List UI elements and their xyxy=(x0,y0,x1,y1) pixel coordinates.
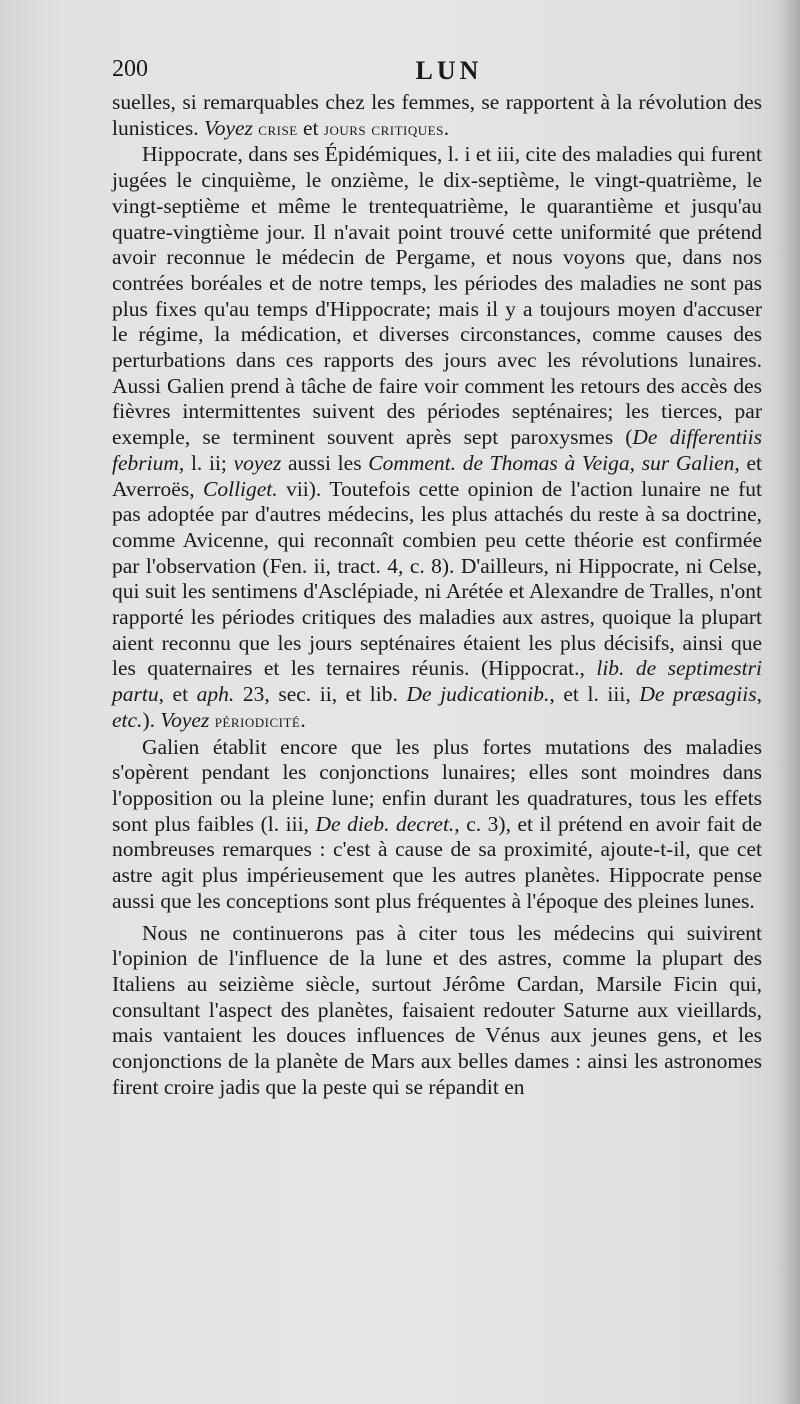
text-run: Hippocrate, dans ses Épidémiques, l. i et iii, cite des maladies qui furent jugées le cinquième, le onzième, le dix-septième, le vingt-quatrième, le vingt-septième et même le trentequatrième, le quarantième et jusqu'au quatre-vingtième jour. Il n'avait point trouvé cette uniformité que prétend avoir reconnue le médecin de Pergame, et nous voyons que, dans nos contrées boréales et de notre temps, les périodes des maladies ne sont pas plus fixes qu'au temps d'Hippocrate; mais il y a toujours moyen d'accuser le régime, la médication, et diverses circonstances, comme causes des perturbations dans ces rapports des jours avec les révolutions lunaires. Aussi Galien prend à tâche de faire voir comment les retours des accès des fièvres intermittentes suivent des périodes septénaires; les tierces, par exemple, se terminent souvent après sept paroxysmes ( xyxy=(112,142,762,450)
italic-text: etc. xyxy=(112,707,143,732)
text-run: , et xyxy=(158,682,197,707)
smallcaps-text: crise xyxy=(258,118,298,140)
paragraph xyxy=(112,90,762,142)
italic-text: Comment. de Thomas à Veiga, sur Galien xyxy=(368,450,735,475)
text-run: 23, sec. ii, et lib. xyxy=(234,682,407,707)
running-head: LUN xyxy=(415,56,483,85)
italic-text: De dieb. decret. xyxy=(315,811,455,836)
text-run: , et Averroës, xyxy=(112,450,762,501)
paragraph xyxy=(112,921,762,1101)
text-run: , et l. iii, xyxy=(549,682,640,707)
page-edge-shadow xyxy=(776,0,800,1404)
text-run: ). xyxy=(142,707,161,732)
italic-text: Voyez xyxy=(203,115,253,140)
text-run: Galien établit encore que les plus fortes mutations des maladies s'opèrent pendant les conjonctions lunaires; elles sont moindres dans l'opposition ou la pleine lune; enfin durant les quadratures, tous les effets sont plus faibles (l. iii, xyxy=(112,734,762,836)
body-text xyxy=(112,90,762,1100)
italic-text: Voyez xyxy=(160,707,210,732)
page-number: 200 xyxy=(112,56,148,82)
paragraph xyxy=(112,735,762,915)
text-run: aussi les xyxy=(281,450,369,475)
italic-text: voyez xyxy=(233,450,282,475)
italic-text: De judicationib. xyxy=(406,682,550,707)
smallcaps-text: jours critiques xyxy=(323,118,444,140)
text-run: , c. 3), et il prétend en avoir fait de nombreuses remarques : c'est à cause de sa proximité, ajoute-t-il, que cet astre agit plus impérieusement que les autres planètes. Hippocrate pense aussi que les conceptions sont plus fréquentes à l'époque des pleines lunes. xyxy=(112,811,763,913)
text-run: Nous ne continuerons pas à citer tous les médecins qui suivirent l'opinion de l'influence de la lune et des astres, comme la plupart des Italiens au seizième siècle, surtout Jérôme Cardan, Marsile Ficin qui, consultant l'aspect des planètes, faisaient redouter Saturne aux vieillards, mais vantaient les douces influences de Vénus aux jeunes gens, et les conjonctions de la planète de Mars aux belles dames : ainsi les astronomes firent croire jadis que la peste qui se répandit en xyxy=(112,920,762,1099)
smallcaps-text: périodicité xyxy=(214,710,301,732)
text-run: , l. ii; xyxy=(178,450,234,475)
italic-text: aph. xyxy=(196,682,235,707)
italic-text: lib. de septimestri partu xyxy=(112,656,762,707)
text-run: . xyxy=(443,115,450,140)
text-run: et xyxy=(297,115,324,140)
italic-text: Colliget. xyxy=(203,476,278,501)
text-run: , xyxy=(756,682,762,707)
italic-text: De differentiis febrium xyxy=(112,425,762,475)
page-header xyxy=(112,56,764,88)
text-run: vii). Toutefois cette opinion de l'action lunaire ne fut pas adoptée par d'autres médecins, les plus attachés du reste à sa doctrine, comme Avicenne, qui reconnaît combien peu cette théorie est confirmée par l'observation (Fen. ii, tract. 4, c. 8). D'ailleurs, ni Hippocrate, ni Celse, qui suit les sentimens d'Asclépiade, ni Arétée et Alexandre de Tralles, n'ont rapporté les périodes critiques des maladies aux astres, quoique la plupart aient reconnu que les jours septénaires étaient les plus décisifs, ainsi que les quaternaires et les ternaires réunis. (Hippocrat., xyxy=(112,476,762,681)
paragraph xyxy=(112,142,762,734)
italic-text: De præsagiis xyxy=(639,682,757,707)
text-run: . xyxy=(300,707,306,732)
text-run: suelles, si remarquables chez les femmes, se rapportent à la révolution des lunistices. xyxy=(112,90,762,140)
